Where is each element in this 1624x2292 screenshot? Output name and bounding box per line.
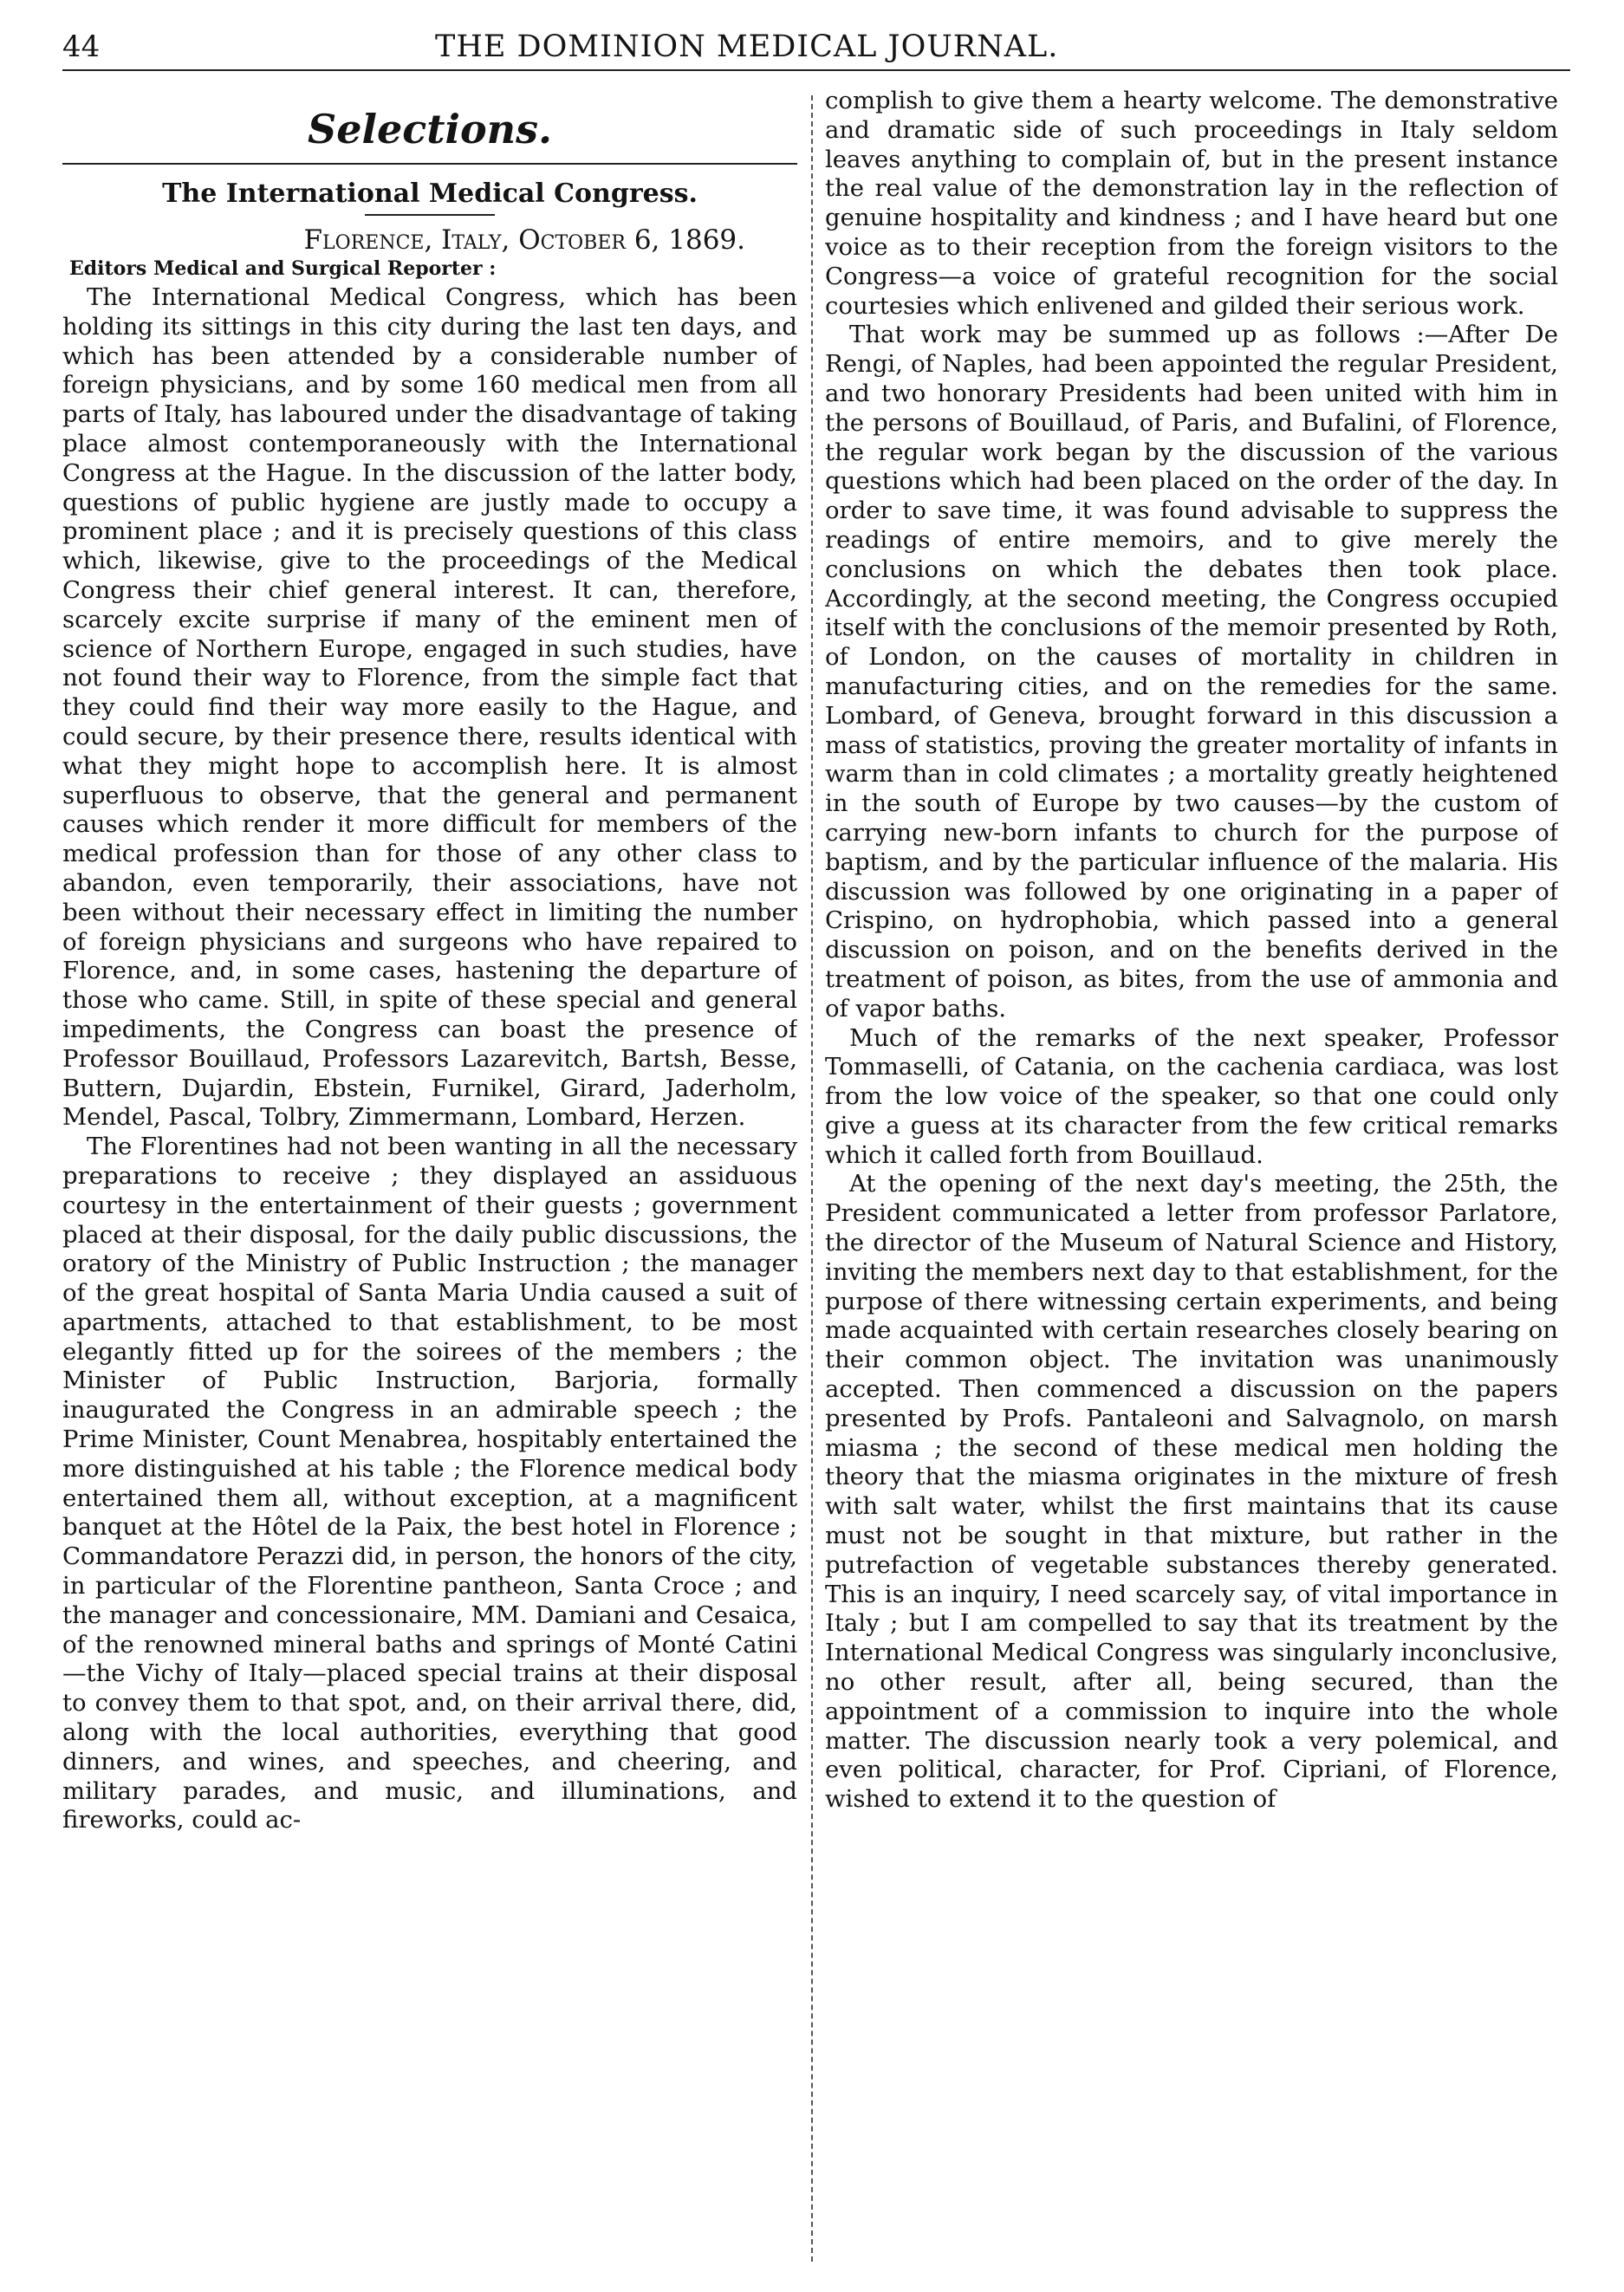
salutation: Editors Medical and Surgical Reporter : [69, 257, 497, 280]
paragraph: That work may be summed up as follows :—After De Rengi, of Naples, had been appointed the regular President, and two honorary Presidents had been united with him in the persons of Bouillaud, of Paris, and Bufalini, of Florence, the regular work began by the discussion of the various questions which had been placed on the order of the day. In order to save time, it was found advisable to suppress the readings of entire memoirs, and to give merely the conclusions on which the debates then took place. Accordingly, at the second meeting, the Congress occupied itself with the conclusions of the memoir presented by Roth, of London, on the causes of mortality in children in manufacturing cities, and on the remedies for the same. Lombard, of Geneva, brought forward in this discussion a mass of statistics, proving the greater mortality of infants in warm than in cold climates ; a mortality greatly heightened in the south of Europe by two causes—by the custom of carrying new-born infants to church for the purpose of baptism, and by the particular influence of the malaria. His discussion was followed by one originating in a paper of Crispino, on hydrophobia, which passed into a general discussion on poison, and on the benefits derived in the treatment of poison, as bites, from the use of ammonia and of vapor baths. [825, 321, 1558, 1023]
head-rule [62, 69, 1570, 71]
article-title: The International Medical Congress. [162, 179, 698, 209]
paragraph: complish to give them a hearty welcome. The demonstrative and dramatic side of such proceedings in Italy seldom leaves anything to complain of, but in the present instance the real value of the demonstration lay in the reflection of genuine hospitality and kindness ; and I have heard but one voice as to their reception from the foreign visitors to the Congress—a voice of grateful recognition for the social courtesies which enlivened and gilded their serious work. [825, 87, 1558, 320]
paragraph: The International Medical Congress, which has been holding its sittings in this city during the last ten days, and which has been attended by a considerable number of foreign physicians, and by some 160 medical men from all parts of Italy, has laboured under the disadvantage of taking place almost contemporaneously with the International Congress at the Hague. In the discussion of the latter body, questions of public hygiene are justly made to occupy a prominent place ; and it is precisely questions of this class which, likewise, give to the proceedings of the Medical Congress their chief general interest. It can, therefore, scarcely excite surprise if many of the eminent men of science of Northern Europe, engaged in such studies, have not found their way to Florence, from the simple fact that they could find their way more easily to the Hague, and could secure, by their presence there, results identical with what they might hope to accomplish here. It is almost superfluous to observe, that the general and permanent causes which render it more difficult for members of the medical profession than for those of any other class to abandon, even temporarily, their associations, have not been without their necessary effect in limiting the number of foreign physicians and surgeons who have repaired to Florence, and, in some cases, hastening the departure of those who came. Still, in spite of these special and general impediments, the Congress can boast the presence of Professor Bouillaud, Professors Lazarevitch, Bartsh, Besse, Buttern, Dujardin, Ebstein, Furnikel, Girard, Jaderholm, Mendel, Pascal, Tolbry, Zimmermann, Lombard, Herzen. [62, 283, 797, 1132]
running-head [62, 23, 1570, 76]
page-number: 44 [62, 29, 101, 64]
left-column [62, 87, 797, 2266]
journal-title: THE DOMINION MEDICAL JOURNAL. [435, 29, 1059, 64]
paragraph: Much of the remarks of the next speaker, Professor Tommaselli, of Catania, on the cachenia cardiaca, was lost from the low voice of the speaker, so that one could only give a guess at its character from the few critical remarks which it called forth from Bouillaud. [825, 1023, 1558, 1169]
paragraph: The Florentines had not been wanting in all the necessary preparations to receive ; they displayed an assiduous courtesy in the entertainment of their guests ; government placed at their disposal, for the daily public discussions, the oratory of the Ministry of Public Instruction ; the manager of the great hospital of Santa Maria Undia caused a suit of apartments, attached to that establishment, to be most elegantly fitted up for the soirees of the members ; the Minister of Public Instruction, Barjoria, formally inaugurated the Congress in an admirable speech ; the Prime Minister, Count Menabrea, hospitably entertained the more distinguished at his table ; the Florence medical body entertained them all, without exception, at a magnificent banquet at the Hôtel de la Paix, the best hotel in Florence ; Commandatore Perazzi did, in person, the honors of the city, in particular of the Florentine pantheon, Santa Croce ; and the manager and concessionaire, MM. Damiani and Cesaica, of the renowned mineral baths and springs of Monté Catini —the Vichy of Italy—placed special trains at their disposal to convey them to that spot, and, on their arrival there, did, along with the local authorities, everything that good dinners, and wines, and speeches, and cheering, and military parades, and music, and illuminations, and fireworks, could ac- [62, 1133, 797, 1834]
right-column [825, 87, 1558, 2266]
section-heading: Selections. [308, 106, 552, 153]
paragraph: At the opening of the next day's meeting, the 25th, the President communicated a letter from professor Parlatore, the director of the Museum of Natural Science and History, inviting the members next day to that establishment, for the purpose of there witnessing certain experiments, and being made acquainted with certain researches closely bearing on their common object. The invitation was unanimously accepted. Then commenced a discussion on the papers presented by Profs. Pantaleoni and Salvagnolo, on marsh miasma ; the second of these medical men holding the theory that the miasma originates in the mixture of fresh with salt water, whilst the first maintains that its cause must not be sought in that mixture, but rather in the putrefaction of vegetable substances thereby generated. This is an inquiry, I need scarcely say, of vital importance in Italy ; but I am compelled to say that its treatment by the International Medical Congress was singularly inconclusive, no other result, after all, being secured, than the appointment of a commission to inquire into the whole matter. The discussion nearly took a very polemical, and even political, character, for Prof. Cipriani, of Florence, wished to extend it to the question of [825, 1170, 1558, 1814]
section-rule [62, 163, 797, 165]
column-divider [811, 95, 813, 2262]
dateline: Florence, Italy, October 6, 1869. [303, 224, 745, 256]
title-rule [365, 214, 495, 216]
